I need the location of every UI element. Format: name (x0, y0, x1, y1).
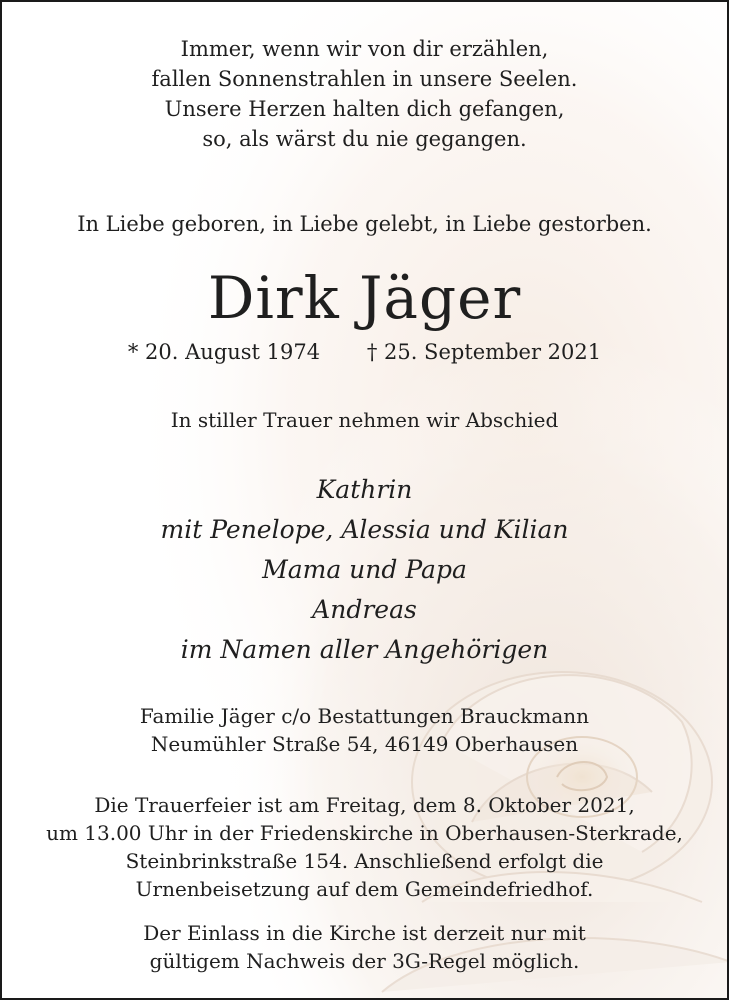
life-dates (2, 340, 727, 364)
farewell-text: In stiller Trauer nehmen wir Abschied (170, 408, 559, 432)
poem (2, 34, 727, 154)
mourner: Andreas (312, 595, 417, 624)
funeral-line: Die Trauerfeier ist am Freitag, dem 8. Oktober 2021, (94, 793, 635, 817)
birth-date: * 20. August 1974 (127, 340, 321, 364)
address-line: Familie Jäger c/o Bestattungen Brauckmann (139, 704, 590, 728)
funeral-line: Urnenbeisetzung auf dem Gemeindefriedhof. (135, 877, 594, 901)
contact-address (2, 702, 727, 758)
funeral-details (2, 791, 727, 903)
poem-line: fallen Sonnenstrahlen in unsere Seelen. (151, 67, 578, 91)
poem-line: Unsere Herzen halten dich gefangen, (164, 97, 565, 121)
funeral-line: Steinbrinkstraße 154. Anschließend erfolgt die (125, 849, 604, 873)
poem-line: so, als wärst du nie gegangen. (202, 127, 527, 151)
poem-line: Immer, wenn wir von dir erzählen, (180, 37, 549, 61)
motto: In Liebe geboren, in Liebe gelebt, in Liebe gestorben. (77, 212, 652, 236)
notice-line: gültigem Nachweis der 3G-Regel möglich. (149, 949, 580, 973)
address-line: Neumühler Straße 54, 46149 Oberhausen (150, 732, 579, 756)
death-date: † 25. September 2021 (366, 340, 602, 364)
mourner: Mama und Papa (262, 555, 467, 584)
mourner: Kathrin (316, 475, 413, 504)
mourner: im Namen aller Angehörigen (180, 635, 549, 664)
entry-notice (2, 919, 727, 975)
deceased-name: Dirk Jäger (207, 264, 522, 332)
funeral-line: um 13.00 Uhr in der Friedenskirche in Oberhausen-Sterkrade, (46, 821, 683, 845)
mourner: mit Penelope, Alessia und Kilian (160, 515, 569, 544)
mourners-list (2, 470, 727, 670)
obituary-content (2, 2, 729, 1000)
notice-line: Der Einlass in die Kirche ist derzeit nur mit (143, 921, 586, 945)
